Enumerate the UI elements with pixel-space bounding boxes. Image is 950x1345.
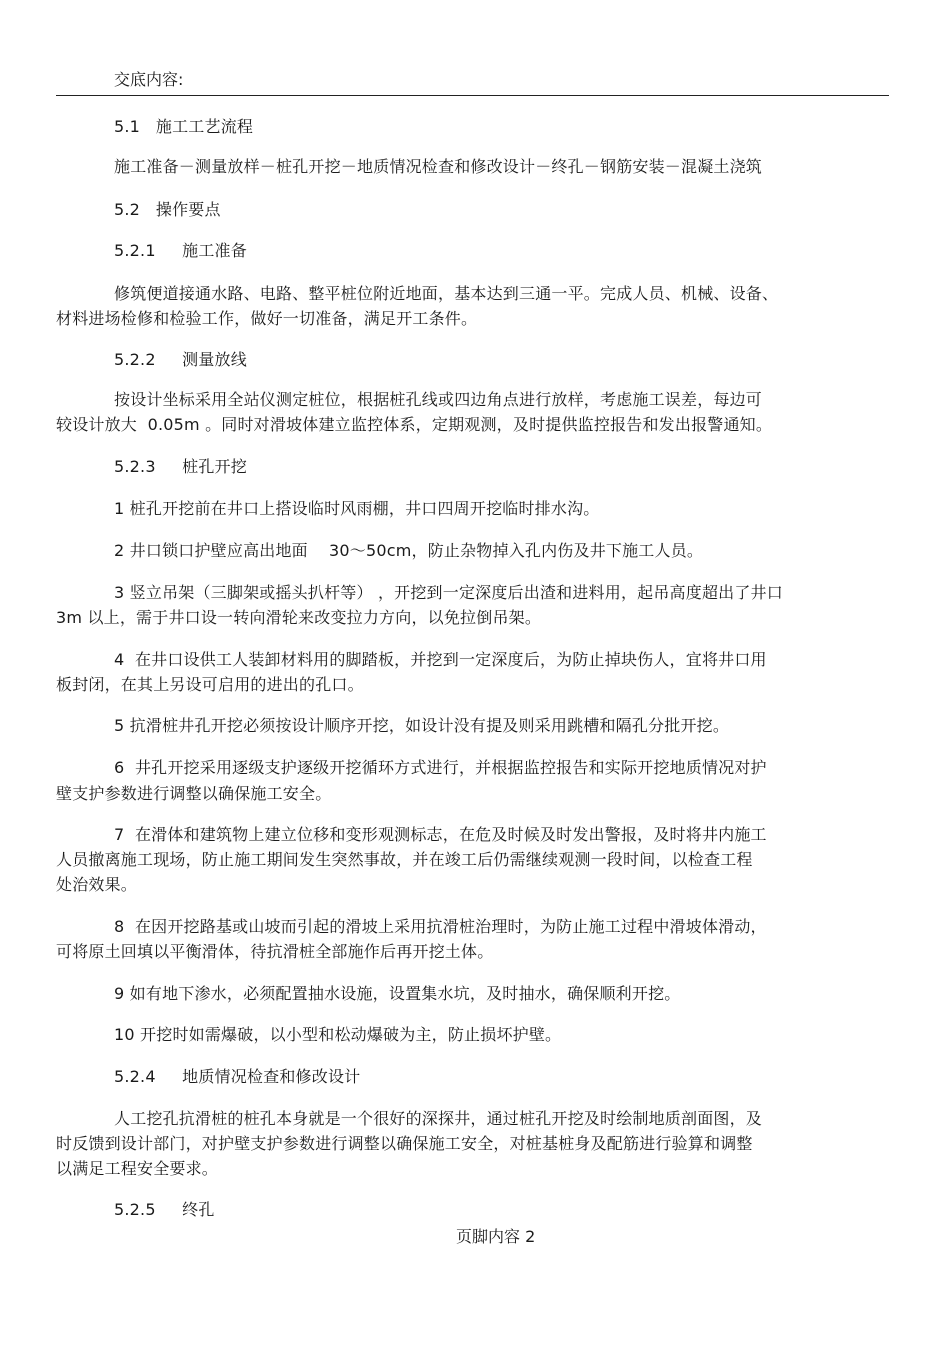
paragraph-line: 时反馈到设计部门，对护壁支护参数进行调整以确保施工安全，对桩基桩身及配筋进行验算和调整	[56, 1134, 753, 1153]
list-item-4: 4 在井口设供工人装卸材料用的脚踏板，并挖到一定深度后，为防止掉块伤人，宜将井口用	[114, 650, 767, 669]
subsection-heading-5-2-3: 5.2.3 桩孔开挖	[114, 457, 247, 476]
paragraph-line: 较设计放大 0.05m 。同时对滑坡体建立监控体系，定期观测，及时提供监控报告和发出报警通知。	[56, 415, 773, 434]
subsection-heading-5-2-5: 5.2.5 终孔	[114, 1200, 215, 1219]
list-item-7-cont: 人员撤离施工现场，防止施工期间发生突然事故，并在竣工后仍需继续观测一段时间，以检查工程	[56, 850, 753, 869]
list-item-4-cont: 板封闭，在其上另设可启用的进出的孔口。	[56, 675, 364, 694]
paragraph-line: 按设计坐标采用全站仪测定桩位，根据桩孔线或四边角点进行放样，考虑施工误差，每边可	[114, 390, 763, 409]
section-heading-5-1: 5.1 施工工艺流程	[114, 117, 254, 136]
list-item-3-cont: 3m 以上，需于井口设一转向滑轮来改变拉力方向，以免拉倒吊架。	[56, 608, 542, 627]
list-item-8: 8 在因开挖路基或山坡而引起的滑坡上采用抗滑桩治理时，为防止施工过程中滑坡体滑动，	[114, 917, 767, 936]
paragraph-line: 材料进场检修和检验工作，做好一切准备，满足开工条件。	[56, 309, 478, 328]
list-item-1: 1 桩孔开挖前在井口上搭设临时风雨棚，井口四周开挖临时排水沟。	[114, 499, 600, 518]
paragraph-line: 人工挖孔抗滑桩的桩孔本身就是一个很好的深探井，通过桩孔开挖及时绘制地质剖面图，及	[114, 1109, 763, 1128]
paragraph-line: 以满足工程安全要求。	[56, 1159, 219, 1178]
process-flow-line: 施工准备－测量放样－桩孔开挖－地质情况检查和修改设计－终孔－钢筋安装－混凝土浇筑	[114, 157, 763, 176]
paragraph-line: 修筑便道接通水路、电路、整平桩位附近地面，基本达到三通一平。完成人员、机械、设备、	[114, 284, 779, 303]
list-item-6: 6 井孔开挖采用逐级支护逐级开挖循环方式进行，并根据监控报告和实际开挖地质情况对护	[114, 758, 767, 777]
list-item-7: 7 在滑体和建筑物上建立位移和变形观测标志，在危及时候及时发出警报，及时将井内施工	[114, 825, 767, 844]
subsection-heading-5-2-1: 5.2.1 施工准备	[114, 241, 247, 260]
list-item-2: 2 井口锁口护壁应高出地面 30～50cm，防止杂物掉入孔内伤及井下施工人员。	[114, 541, 704, 560]
page-footer: 页脚内容 2	[456, 1227, 536, 1246]
header-label: 交底内容:	[114, 70, 184, 89]
header-divider	[56, 95, 889, 96]
list-item-3: 3 竖立吊架（三脚架或摇头扒杆等） ，开挖到一定深度后出渣和进料用，起吊高度超出了井口	[114, 583, 783, 602]
list-item-9: 9 如有地下渗水，必须配置抽水设施，设置集水坑，及时抽水，确保顺利开挖。	[114, 984, 681, 1003]
list-item-10: 10 开挖时如需爆破，以小型和松动爆破为主，防止损坏护壁。	[114, 1025, 562, 1044]
subsection-heading-5-2-2: 5.2.2 测量放线	[114, 350, 247, 369]
section-heading-5-2: 5.2 操作要点	[114, 200, 221, 219]
list-item-7-cont: 处治效果。	[56, 875, 138, 894]
list-item-8-cont: 可将原土回填以平衡滑体，待抗滑桩全部施作后再开挖土体。	[56, 942, 494, 961]
list-item-6-cont: 壁支护参数进行调整以确保施工安全。	[56, 784, 332, 803]
subsection-heading-5-2-4: 5.2.4 地质情况检查和修改设计	[114, 1067, 361, 1086]
list-item-5: 5 抗滑桩井孔开挖必须按设计顺序开挖，如设计没有提及则采用跳槽和隔孔分批开挖。	[114, 716, 730, 735]
